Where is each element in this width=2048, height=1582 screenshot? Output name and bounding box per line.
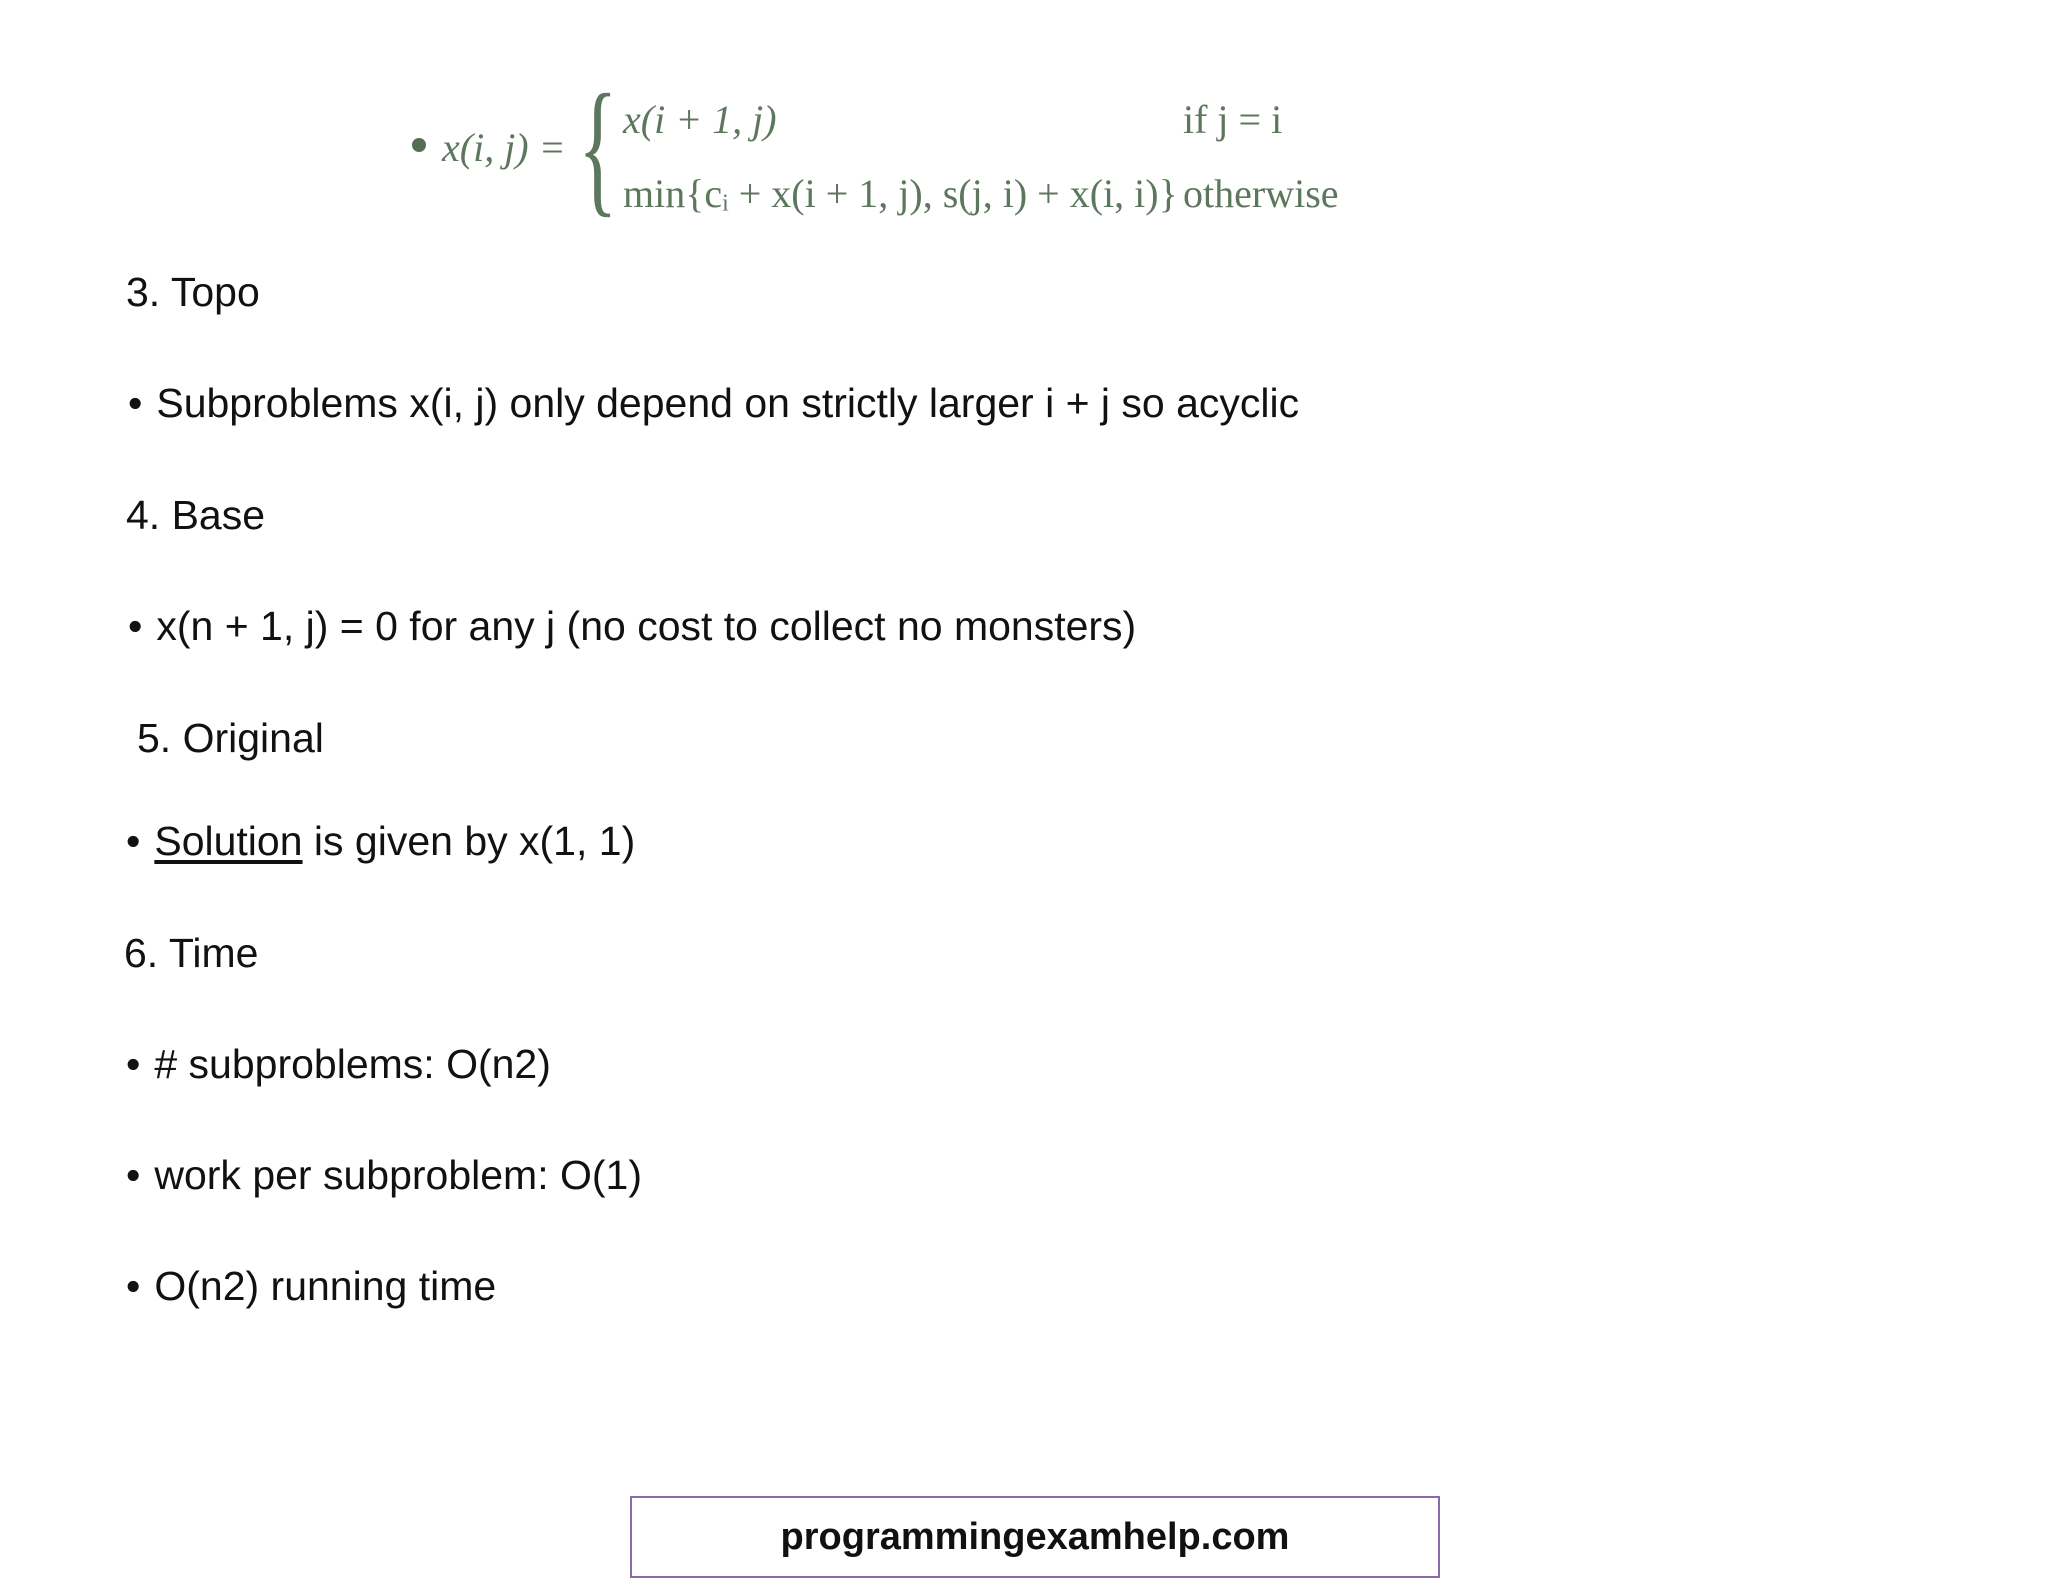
time-point-2-text: work per subproblem: O(1) — [154, 1152, 642, 1198]
formula-lhs: x(i, j) = — [442, 125, 566, 170]
footer-site-box — [630, 1496, 1440, 1578]
bullet-icon: • — [126, 818, 141, 864]
formula-case-2-expr: min{cᵢ + x(i + 1, j), s(j, i) + x(i, i)} — [623, 171, 1178, 216]
formula-case-1-cond: if j = i — [1183, 97, 1283, 142]
base-point — [128, 603, 1137, 649]
formula-case-2-cond: otherwise — [1183, 171, 1339, 216]
time-point-1-text: # subproblems: O(n2) — [154, 1041, 551, 1087]
base-heading: 4. Base — [126, 492, 266, 538]
base-point-text: x(n + 1, j) = 0 for any j (no cost to collect no monsters) — [156, 603, 1137, 649]
formula-case-1-expr: x(i + 1, j) — [623, 97, 777, 142]
time-point-running — [126, 1263, 497, 1309]
original-heading: 5. Original — [137, 715, 324, 761]
bullet-icon: • — [126, 1041, 141, 1087]
bullet-icon: • — [128, 380, 143, 426]
bullet-icon: • — [126, 1263, 141, 1309]
topo-point — [128, 380, 1300, 426]
original-point — [126, 818, 636, 864]
time-point-3-text: O(n2) running time — [154, 1263, 497, 1309]
bullet-icon: • — [126, 1152, 141, 1198]
footer-site-text: programmingexamhelp.com — [780, 1515, 1290, 1558]
recurrence-formula — [408, 60, 1339, 240]
original-point-text: is given by x(1, 1) — [302, 818, 636, 864]
formula-bullet — [412, 138, 426, 152]
solution-link[interactable]: Solution — [154, 818, 303, 864]
topo-heading: 3. Topo — [126, 269, 260, 315]
formula-brace: { — [578, 64, 618, 230]
time-point-subproblems — [126, 1041, 551, 1087]
bullet-icon: • — [128, 603, 143, 649]
topo-point-text: Subproblems x(i, j) only depend on strictly larger i + j so acyclic — [156, 380, 1300, 426]
time-heading: 6. Time — [124, 930, 259, 976]
time-point-work — [126, 1152, 642, 1198]
